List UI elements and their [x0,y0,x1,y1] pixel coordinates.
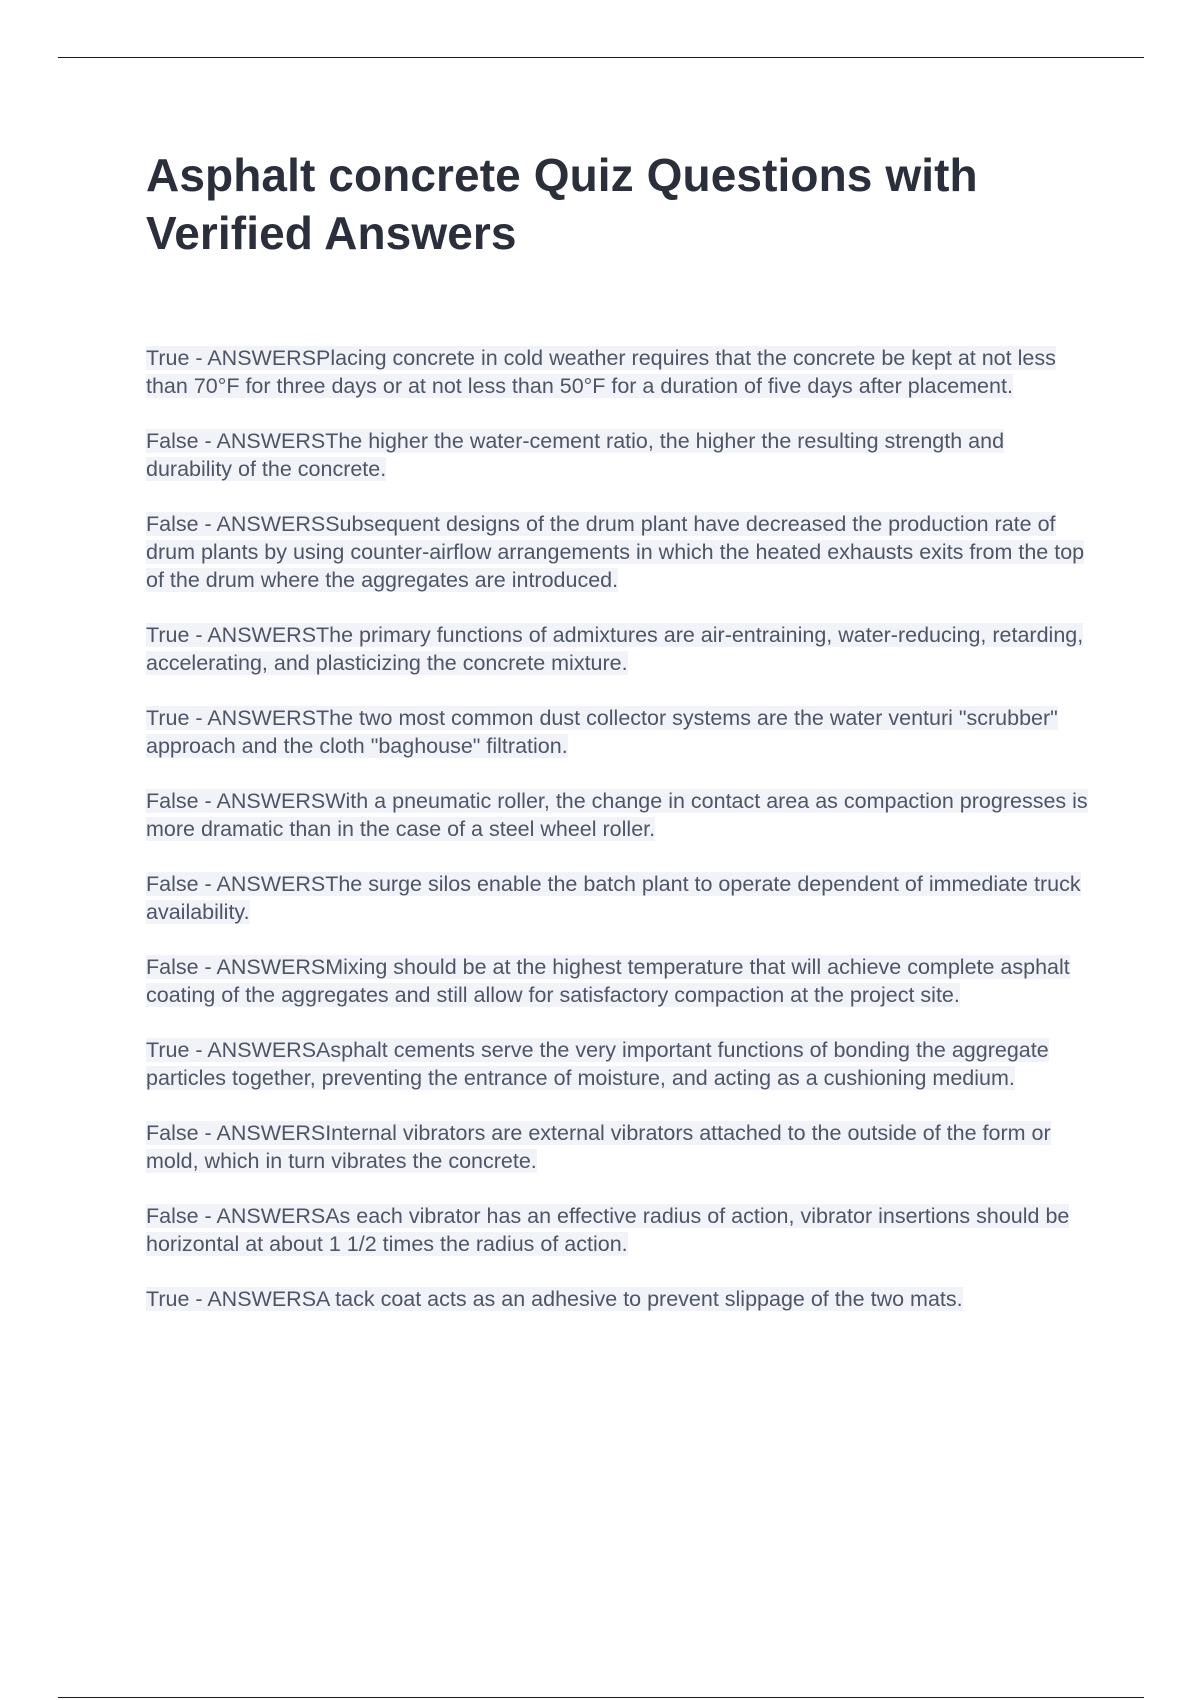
page-title: Asphalt concrete Quiz Questions with Verified Answers [146,149,978,259]
qa-item-text: True - ANSWERSAsphalt cements serve the very important functions of bonding the aggregate particles together, preventing the entrance of moisture, and acting as a cushioning medium. [146,1038,1049,1090]
top-rule [58,57,1144,58]
qa-item-text: True - ANSWERSA tack coat acts as an adhesive to prevent slippage of the two mats. [146,1287,963,1311]
qa-item [146,704,1096,760]
qa-item-text: False - ANSWERSAs each vibrator has an effective radius of action, vibrator insertions should be horizontal at about 1 1/2 times the radius of action. [146,1204,1070,1256]
qa-item [146,1285,1096,1313]
qa-item-text: True - ANSWERSThe primary functions of admixtures are air-entraining, water-reducing, retarding, accelerating, and plasticizing the concrete mixture. [146,623,1084,675]
qa-list [146,344,1096,1313]
qa-item-text: False - ANSWERSThe surge silos enable the batch plant to operate dependent of immediate truck availability. [146,872,1081,924]
qa-item-text: False - ANSWERSInternal vibrators are external vibrators attached to the outside of the form or mold, which in turn vibrates the concrete. [146,1121,1051,1173]
qa-item-text: False - ANSWERSThe higher the water-cement ratio, the higher the resulting strength and durability of the concrete. [146,429,1005,481]
qa-item [146,787,1096,843]
qa-item-text: False - ANSWERSMixing should be at the highest temperature that will achieve complete asphalt coating of the aggregates and still allow for satisfactory compaction at the project site. [146,955,1070,1007]
qa-item [146,621,1096,677]
qa-item-text: True - ANSWERSThe two most common dust collector systems are the water venturi "scrubber" approach and the cloth "baghouse" filtration. [146,706,1058,758]
bottom-rule [58,1697,1144,1698]
document-body [146,146,1096,1340]
qa-item [146,870,1096,926]
qa-item [146,427,1096,483]
qa-item [146,1036,1096,1092]
qa-item [146,953,1096,1009]
qa-item-text: False - ANSWERSSubsequent designs of the drum plant have decreased the production rate of drum plants by using counter-airflow arrangements in which the heated exhausts exits from the top of the drum where the aggregates are introduced. [146,512,1085,592]
qa-item [146,1119,1096,1175]
qa-item [146,344,1096,400]
qa-item-text: False - ANSWERSWith a pneumatic roller, the change in contact area as compaction progresses is more dramatic than in the case of a steel wheel roller. [146,789,1088,841]
qa-item [146,1202,1096,1258]
qa-item-text: True - ANSWERSPlacing concrete in cold weather requires that the concrete be kept at not less than 70°F for three days or at not less than 50°F for a duration of five days after placement. [146,346,1056,398]
qa-item [146,510,1096,594]
